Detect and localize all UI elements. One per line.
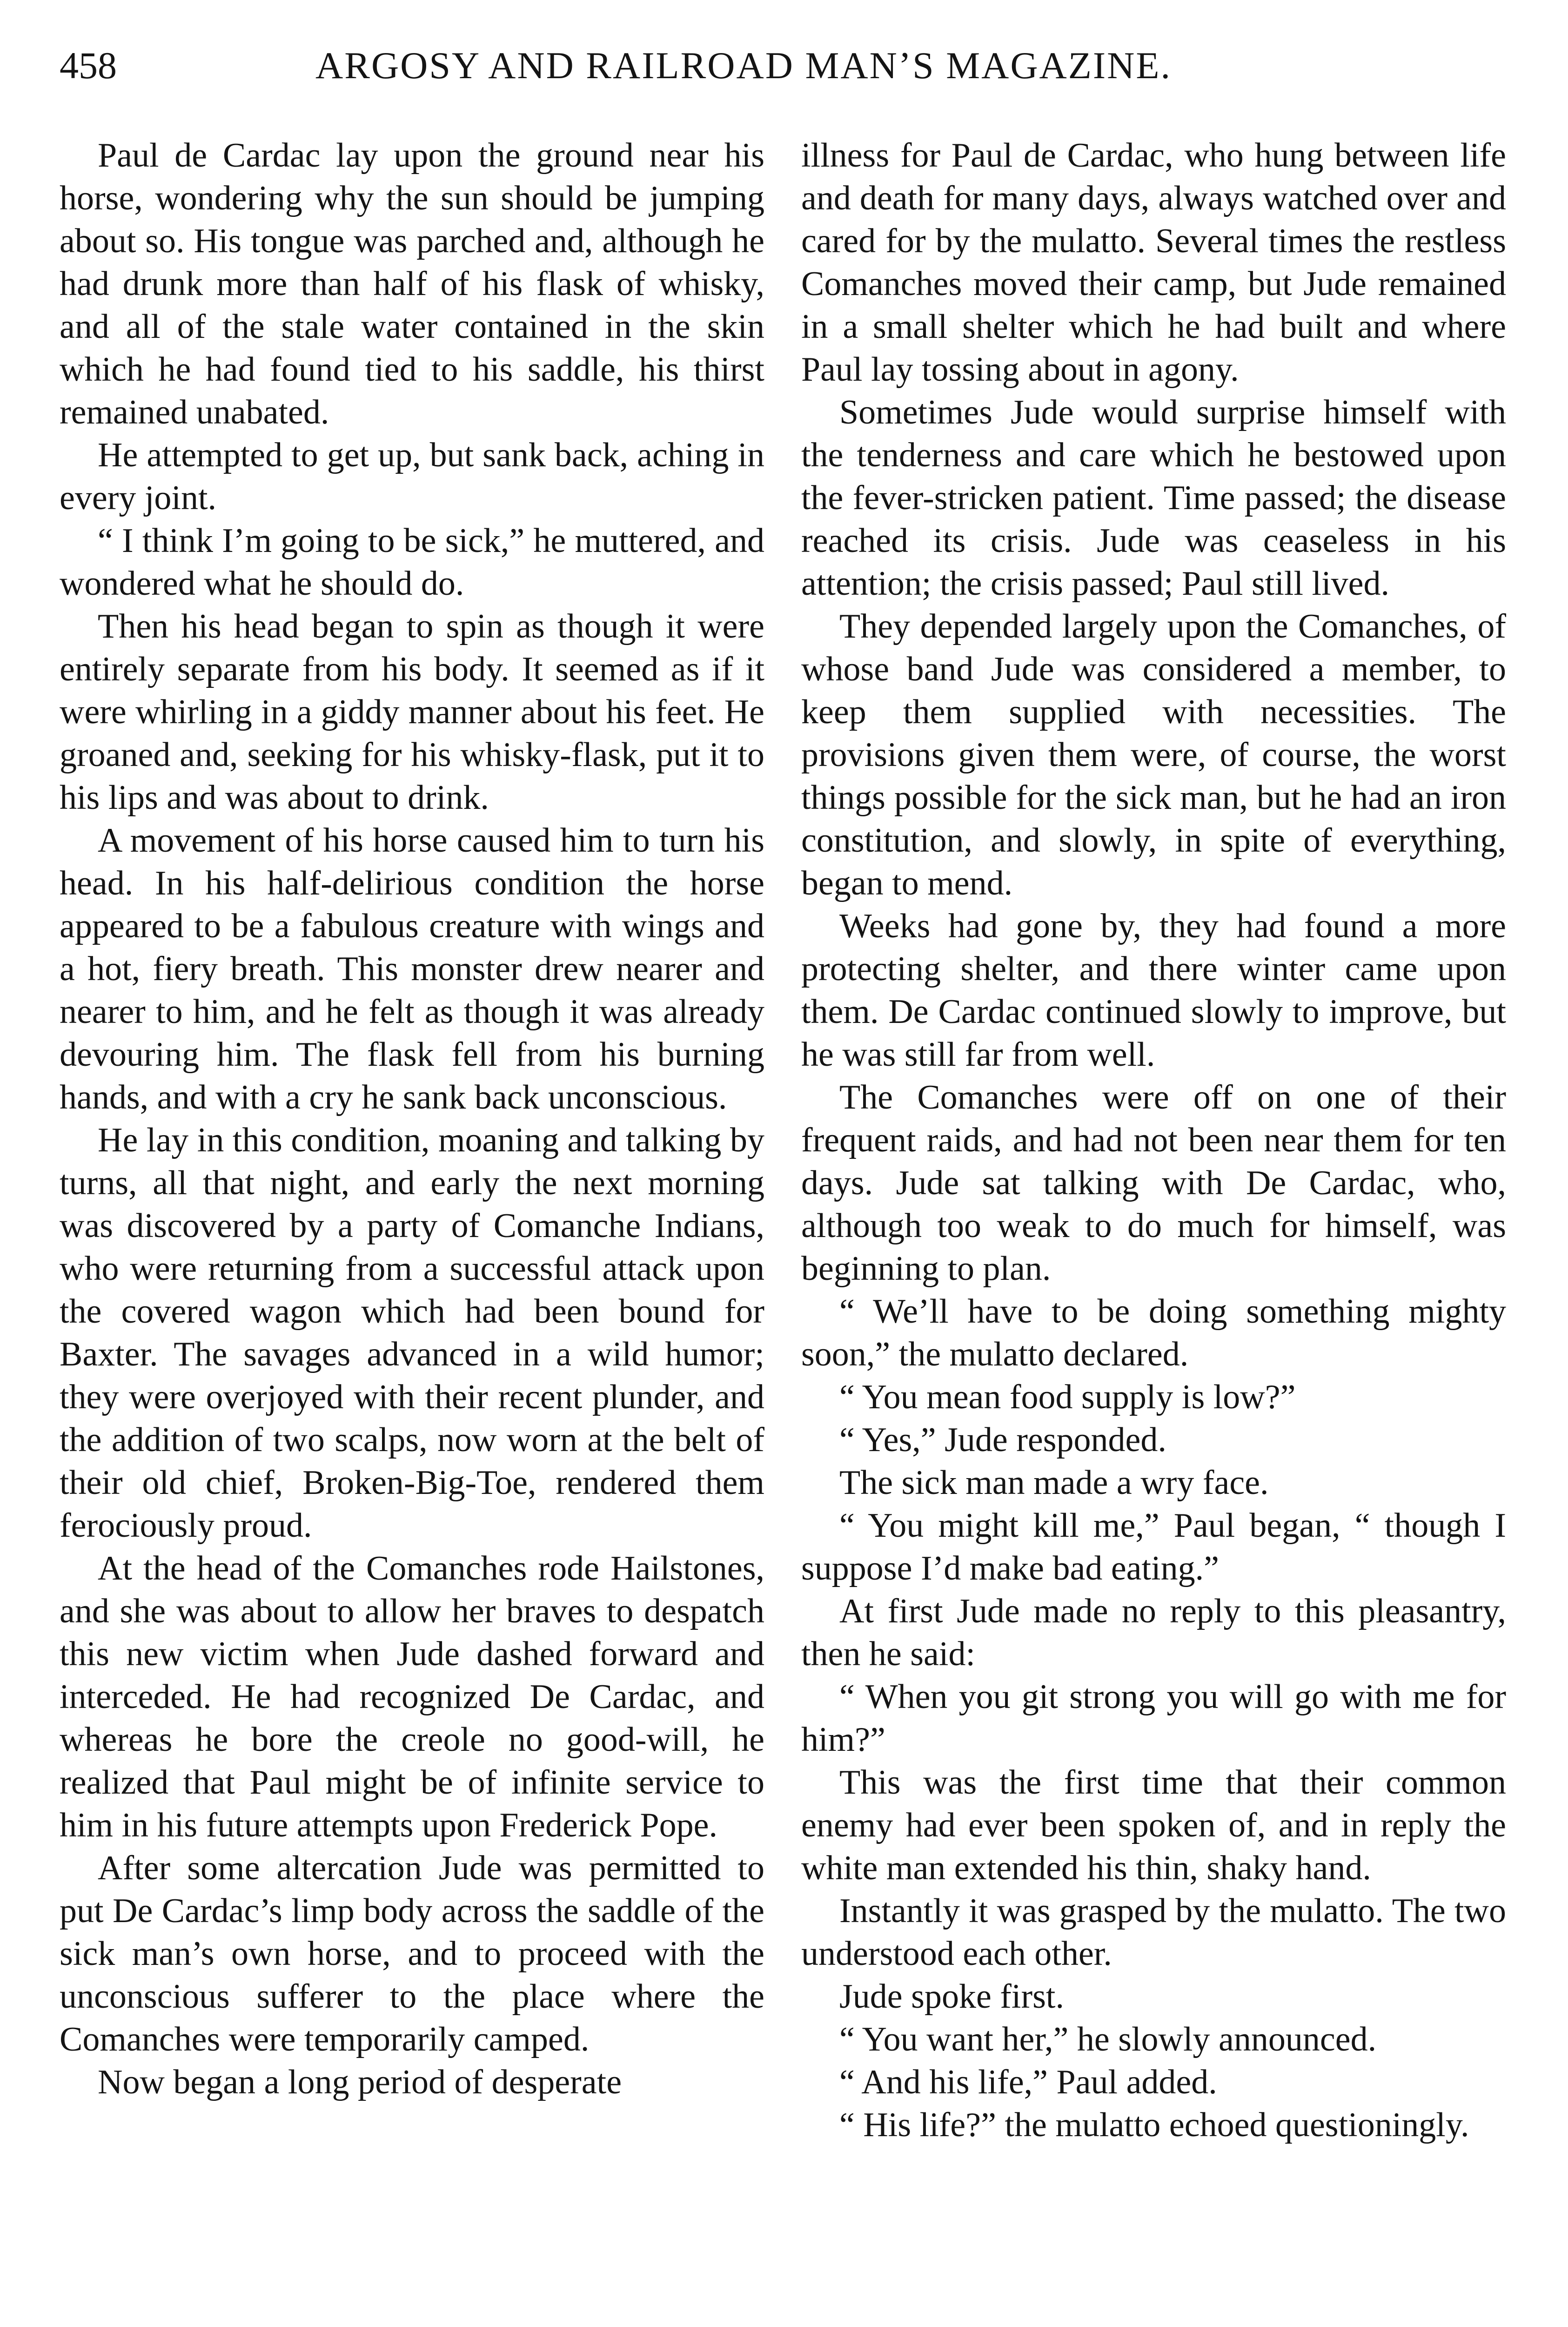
paragraph: Jude spoke first. xyxy=(839,1977,1064,2016)
left-column xyxy=(60,134,764,2104)
right-column xyxy=(801,134,1506,2146)
page-header xyxy=(60,44,1288,87)
paragraph: Now began a long period of desperate xyxy=(98,2063,622,2101)
paragraph: “ When you git strong you will go with me for him?” xyxy=(801,1678,1506,1759)
paragraph: A movement of his horse caused him to turn his head. In his half-delirious condition the horse appeared to be a fabulous creature with wings and a hot, fiery breath. This monster drew nearer and nearer to him, and he felt as though it was already devouring him. The flask fell from his burning hands, and with a cry he sank back unconscious. xyxy=(60,821,764,1116)
paragraph: The sick man made a wry face. xyxy=(839,1464,1269,1502)
paragraph: “ And his life,” Paul added. xyxy=(839,2063,1217,2101)
paragraph: At the head of the Comanches rode Hailstones, and she was about to allow her braves to despatch this new victim when Jude dashed forward and interceded. He had recognized De Cardac, and whereas he bore the creole no good-will, he realized that Paul might be of infinite service to him in his future attempts upon Frederick Pope. xyxy=(60,1549,764,1844)
paragraph: He attempted to get up, but sank back, aching in every joint. xyxy=(60,436,764,517)
paragraph: The Comanches were off on one of their frequent raids, and had not been near them for ten days. Jude sat talking with De Cardac, who, although too weak to do much for himself, was beginning to plan. xyxy=(801,1078,1506,1288)
paragraph: After some altercation Jude was permitted to put De Cardac’s limp body across the saddle of the sick man’s own horse, and to proceed with the unconscious sufferer to the place where the Comanches were temporarily camped. xyxy=(60,1849,764,2058)
running-title: ARGOSY AND RAILROAD MAN’S MAGAZINE. xyxy=(315,44,1172,87)
paragraph: Then his head began to spin as though it were entirely separate from his body. It seemed as if it were whirling in a giddy manner about his feet. He groaned and, seeking for his whisky-flask, put it to his lips and was about to drink. xyxy=(60,607,764,817)
paragraph: This was the first time that their common enemy had ever been spoken of, and in reply the white man extended his thin, shaky hand. xyxy=(801,1763,1506,1887)
paragraph: Instantly it was grasped by the mulatto. The two understood each other. xyxy=(801,1892,1506,1973)
paragraph: He lay in this condition, moaning and talking by turns, all that night, and early the next morning was discovered by a party of Comanche Indians, who were returning from a successful attack upon the covered wagon which had been bound for Baxter. The savages advanced in a wild humor; they were overjoyed with their recent plunder, and the addition of two scalps, now worn at the belt of their old chief, Broken-Big-Toe, rendered them ferociously proud. xyxy=(60,1121,764,1545)
paragraph: Sometimes Jude would surprise himself with the tenderness and care which he bestowed upon the fever-stricken patient. Time passed; the disease reached its crisis. Jude was ceaseless in his attention; the crisis passed; Paul still lived. xyxy=(801,393,1506,603)
paragraph: Weeks had gone by, they had found a more protecting shelter, and there winter came upon them. De Cardac continued slowly to improve, but he was still far from well. xyxy=(801,907,1506,1074)
paragraph: “ You want her,” he slowly announced. xyxy=(839,2020,1377,2058)
paragraph: “ His life?” the mulatto echoed questioningly. xyxy=(839,2106,1469,2144)
paragraph: “ You mean food supply is low?” xyxy=(839,1378,1296,1416)
paragraph: At first Jude made no reply to this pleasantry, then he said: xyxy=(801,1592,1506,1673)
paragraph: “ Yes,” Jude responded. xyxy=(839,1421,1166,1459)
paragraph: “ We’ll have to be doing something mighty soon,” the mulatto declared. xyxy=(801,1292,1506,1373)
paragraph-continuation: illness for Paul de Cardac, who hung between life and death for many days, always watched over and cared for by the mulatto. Several times the restless Comanches moved their camp, but Jude remained in a small shelter which he had built and where Paul lay tossing about in agony. xyxy=(801,136,1506,389)
paragraph: “ I think I’m going to be sick,” he muttered, and wondered what he should do. xyxy=(60,522,764,603)
paragraph: “ You might kill me,” Paul began, “ though I suppose I’d make bad eating.” xyxy=(801,1506,1506,1587)
paragraph: They depended largely upon the Comanches, of whose band Jude was considered a member, to keep them supplied with necessities. The provisions given them were, of course, the worst things possible for the sick man, but he had an iron constitution, and slowly, in spite of everything, began to mend. xyxy=(801,607,1506,902)
page-number: 458 xyxy=(60,44,117,87)
paragraph: Paul de Cardac lay upon the ground near his horse, wondering why the sun should be jumping about so. His tongue was parched and, although he had drunk more than half of his flask of whisky, and all of the stale water contained in the skin which he had found tied to his saddle, his thirst remained unabated. xyxy=(60,136,764,431)
